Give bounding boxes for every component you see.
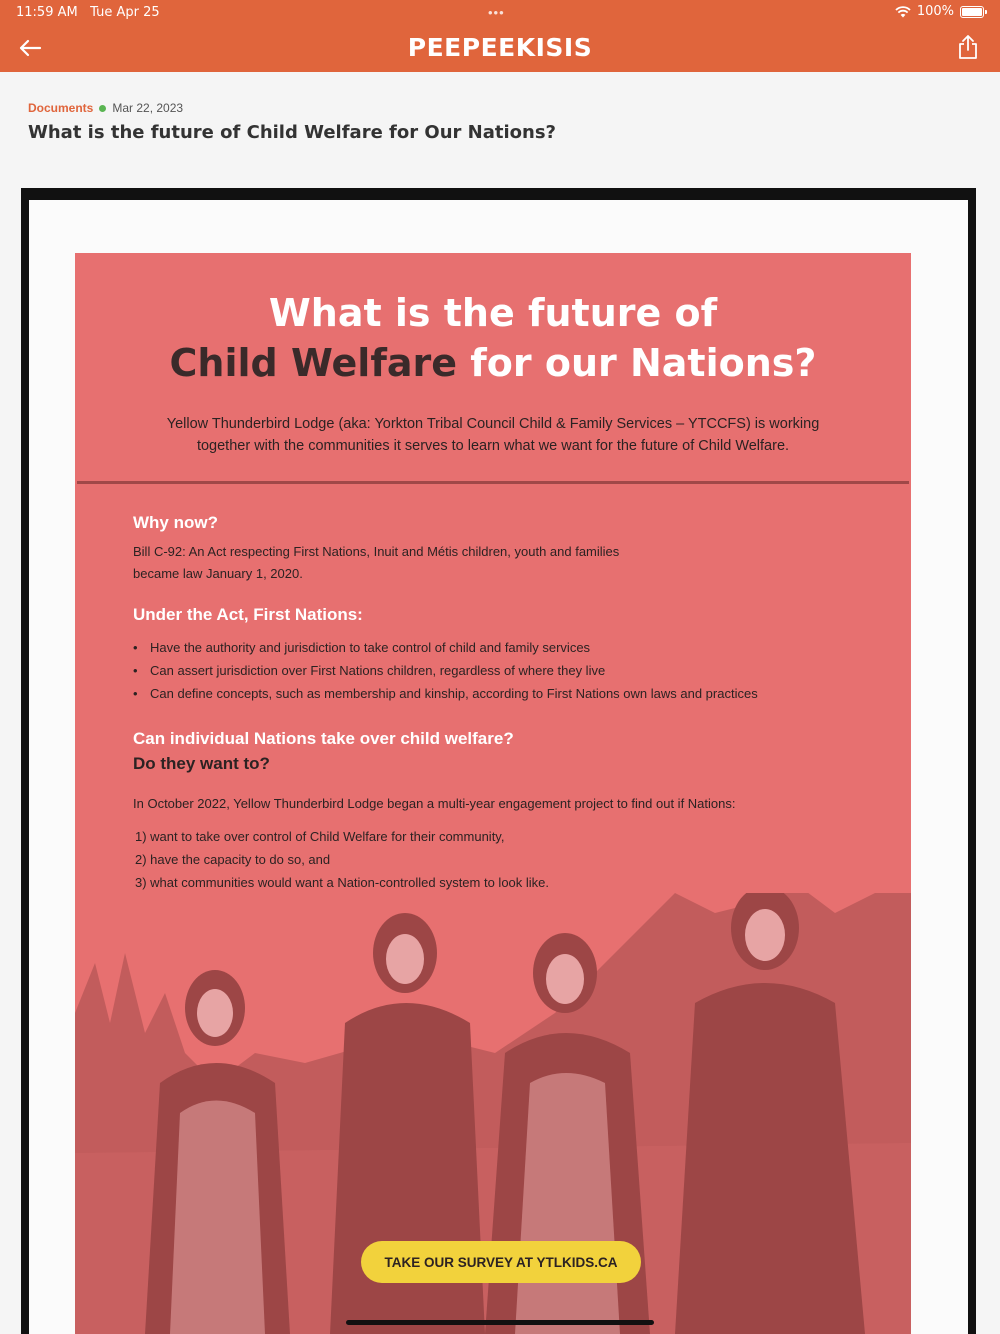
app-title: PEEPEEKISIS — [407, 33, 593, 62]
list-item: 3) what communities would want a Nation-controlled system to look like. — [135, 875, 550, 890]
list-item: • Can define concepts, such as membership and kinship, according to First Nations own laws and practices — [133, 686, 873, 709]
document-viewer[interactable] — [21, 188, 976, 1334]
status-dot — [99, 105, 106, 112]
post-date: Mar 22, 2023 — [112, 101, 184, 115]
list-item: 2) have the capacity to do so, and — [135, 852, 331, 867]
list-item: • Have the authority and jurisdiction to take control of child and family services — [133, 640, 873, 663]
poster — [75, 253, 911, 1334]
why-now-text: Bill C-92: An Act respecting First Nations, Inuit and Métis children, youth and families became law January 1, 2020. — [133, 544, 620, 581]
question-heading: Can individual Nations take over child welfare? — [133, 729, 514, 748]
battery-percent: 100% — [916, 4, 954, 19]
share-button[interactable] — [954, 32, 982, 62]
act-heading: Under the Act, First Nations: — [133, 605, 363, 624]
app-header — [0, 0, 1000, 72]
share-icon — [957, 34, 979, 60]
poster-heading-line2: Child Welfare for our Nations? — [169, 341, 817, 385]
battery-icon — [960, 6, 984, 18]
multitask-dots-icon[interactable]: ••• — [488, 5, 505, 20]
poster-divider — [77, 481, 909, 484]
project-list — [135, 829, 855, 898]
status-time: 11:59 AM Tue Apr 25 — [16, 5, 160, 20]
post-category[interactable]: Documents — [28, 101, 94, 115]
list-item: 1) want to take over control of Child Welfare for their community, — [135, 829, 505, 844]
wifi-icon — [895, 6, 911, 18]
status-right — [895, 4, 984, 19]
survey-cta-button[interactable]: TAKE OUR SURVEY AT YTLKIDS.CA — [361, 1241, 641, 1283]
act-list — [133, 640, 873, 709]
why-now-heading: Why now? — [133, 513, 218, 532]
document-page — [29, 200, 968, 1334]
post-meta — [28, 101, 183, 115]
poster-heading-line1: What is the future of — [268, 291, 718, 335]
home-indicator[interactable] — [346, 1320, 654, 1325]
list-item: • Can assert jurisdiction over First Nations children, regardless of where they live — [133, 663, 873, 686]
project-text: In October 2022, Yellow Thunderbird Lodge began a multi-year engagement project to find out if Nations: — [133, 796, 736, 811]
post-title: What is the future of Child Welfare for Our Nations? — [28, 122, 556, 143]
poster-intro: Yellow Thunderbird Lodge (aka: Yorkton Tribal Council Child & Family Services – YTCCFS) is working together with the communities it serves to learn what we want for the future of Child Welfare. — [166, 416, 820, 454]
question-subheading: Do they want to? — [133, 754, 270, 773]
